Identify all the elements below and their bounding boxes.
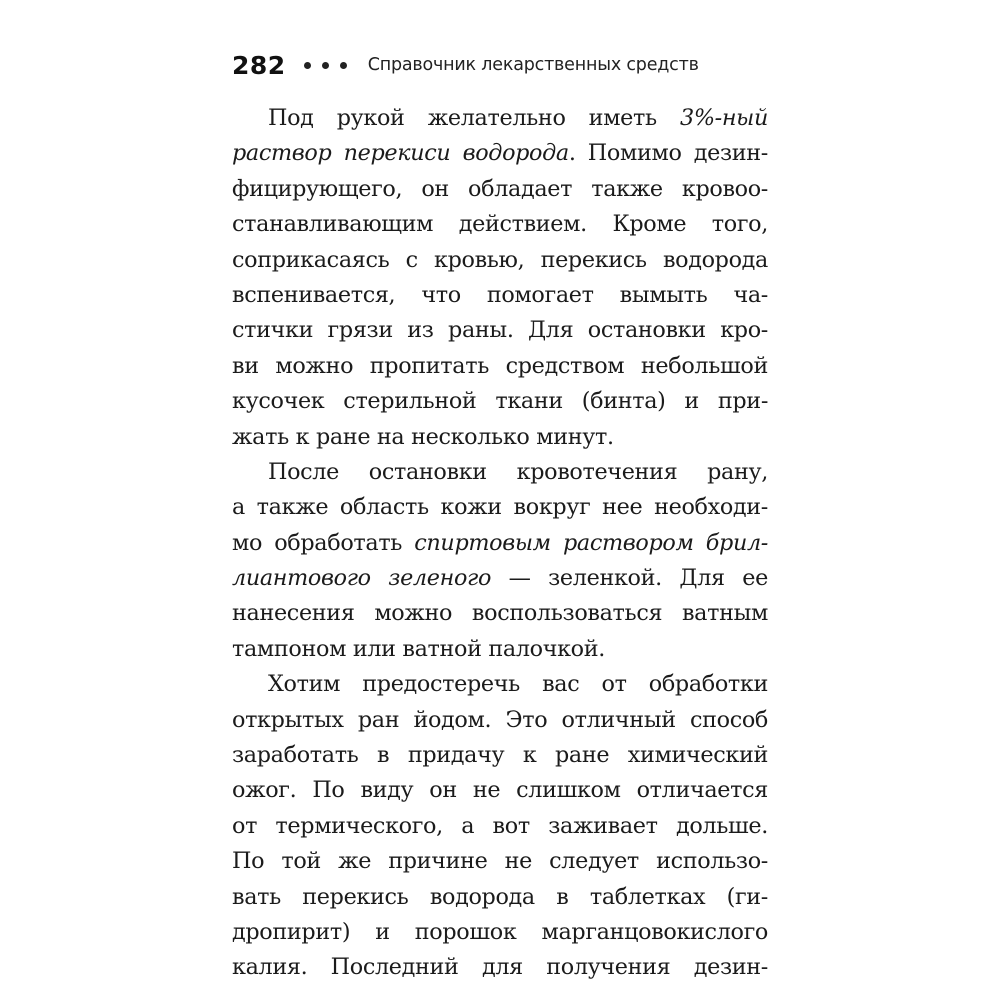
text-line <box>232 313 768 348</box>
paragraph <box>232 455 768 667</box>
text-line <box>232 384 768 419</box>
text-run: соприкасаясь с кровью, перекись водорода <box>232 246 768 273</box>
text-run: стички грязи из раны. Для остановки кро- <box>232 317 768 344</box>
text-line <box>232 243 768 278</box>
text-run: фицирующего, он обладает также кровоо- <box>232 175 768 202</box>
text-run: Под рукой желательно иметь <box>268 105 680 131</box>
italic-text: 3%-ный <box>679 105 768 131</box>
bullet-dot <box>340 62 347 69</box>
page-number: 282 <box>232 50 286 80</box>
running-head <box>232 50 699 80</box>
separator-dots <box>304 62 358 69</box>
text-run: ви можно пропитать средством небольшой <box>232 352 768 379</box>
text-run: Хотим предостеречь вас от обработки <box>268 671 768 698</box>
text-run: открытых ран йодом. Это отличный способ <box>232 706 768 733</box>
text-run: вспенивается, что помогает вымыть ча- <box>232 281 768 308</box>
text-run: После остановки кровотечения рану, <box>268 458 768 485</box>
italic-text: лиантового зеленого <box>232 565 492 592</box>
text-run: тампоном или ватной палочкой. <box>232 635 606 662</box>
running-title: Справочник лекарственных средств <box>367 55 699 75</box>
text-line <box>232 207 768 242</box>
text-line <box>232 703 768 738</box>
text-line <box>232 526 768 561</box>
bullet-dot <box>322 62 329 69</box>
text-run: — зеленкой. Для ее <box>491 565 768 592</box>
text-run: . Помимо дезин- <box>568 140 768 167</box>
text-line <box>232 172 768 207</box>
text-line <box>232 809 768 844</box>
text-line <box>232 880 768 915</box>
text-run: дропирит) и порошок марганцовокислого <box>232 918 768 945</box>
text-line <box>232 278 768 313</box>
text-run: от термического, а вот заживает дольше. <box>232 812 768 839</box>
text-line <box>232 420 768 455</box>
text-line <box>232 349 768 384</box>
body-text <box>232 101 768 986</box>
text-run: калия. Последний для получения дезин- <box>232 954 768 981</box>
text-line <box>232 844 768 879</box>
text-run: заработать в придачу к ране химический <box>232 742 768 769</box>
text-run: жать к ране на несколько минут. <box>232 423 614 450</box>
text-run: нанесения можно воспользоваться ватным <box>232 600 768 627</box>
text-run: станавливающим действием. Кроме того, <box>232 211 768 238</box>
text-line <box>232 490 768 525</box>
text-line <box>232 773 768 808</box>
text-line <box>232 596 768 631</box>
paragraph <box>232 101 768 455</box>
text-run: ожог. По виду он не слишком отличается <box>232 777 768 804</box>
text-line <box>232 632 768 667</box>
text-line <box>232 561 768 596</box>
paragraph <box>232 667 768 986</box>
text-line <box>232 915 768 950</box>
text-line <box>232 667 768 702</box>
text-line <box>232 738 768 773</box>
text-run: По той же причине не следует использо- <box>232 848 768 875</box>
text-run: вать перекись водорода в таблетках (ги- <box>232 883 768 910</box>
text-run: мо обработать <box>232 529 415 556</box>
text-line <box>232 950 768 985</box>
bullet-dot <box>304 62 311 69</box>
text-run: кусочек стерильной ткани (бинта) и при- <box>232 388 768 415</box>
text-line <box>232 101 768 136</box>
text-line <box>232 455 768 490</box>
italic-text: спиртовым раствором брил- <box>414 529 768 556</box>
text-line <box>232 136 768 171</box>
italic-text: раствор перекиси водорода <box>232 140 569 167</box>
text-run: а также область кожи вокруг нее необходи- <box>232 494 768 521</box>
